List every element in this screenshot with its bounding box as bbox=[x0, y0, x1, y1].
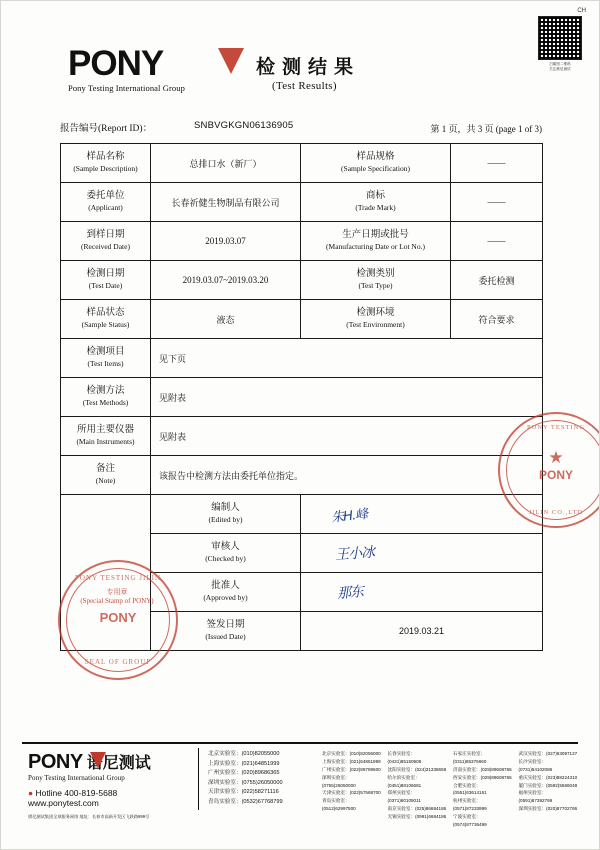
row-label-test-items: 检测项目 (Test Items) bbox=[61, 339, 151, 378]
stamp-area-cell bbox=[61, 495, 151, 651]
row-value-test-environment: 符合要求 bbox=[451, 300, 543, 339]
row-label-sample-specification: 样品规格 (Sample Specification) bbox=[301, 144, 451, 183]
footer-lab-list-main: 北京实验室：(010)82055000 上海实验室：(021)64851999 广州实验室：(020)89686365 深圳实验室：(0755)26050000 天津实验室：(022)58271116 青岛实验室：(0532)67768799 bbox=[208, 751, 283, 805]
table-row bbox=[61, 144, 543, 183]
page-title: 检测结果 bbox=[256, 56, 361, 78]
row-label-edited-by: 编制人 (Edited by) bbox=[151, 495, 301, 534]
row-value-test-items: 见下页 bbox=[151, 339, 543, 378]
footer-logo-triangle-icon bbox=[90, 752, 106, 768]
footer-lab-column: 武汉实验室：(027)63097127 长沙实验室：(0731)84102086 重庆实验室：(023)88224310 厦门实验室：(0592)5566048 福州实验室：(0591)87392769 深圳实验室：(020)87702766 bbox=[518, 751, 578, 812]
page-number: 第 1 页，共 3 页 (page 1 of 3) bbox=[430, 124, 542, 134]
footer-website[interactable]: www.ponytest.com bbox=[28, 798, 99, 808]
row-label-received-date: 到样日期 (Received Date) bbox=[61, 222, 151, 261]
report-id-row bbox=[60, 120, 542, 138]
pony-logo-text: PONY bbox=[68, 44, 164, 83]
phone-icon: ● bbox=[28, 788, 34, 798]
results-table bbox=[60, 143, 543, 651]
footer-hotline: ● Hotline 400-819-5688 www.ponytest.com bbox=[28, 788, 118, 808]
row-label-sample-description: 样品名称 (Sample Description) bbox=[61, 144, 151, 183]
footer-logo-cn: 谱尼测试 bbox=[86, 753, 151, 772]
table-row bbox=[61, 339, 543, 378]
qr-code-icon bbox=[538, 16, 582, 60]
table-row bbox=[61, 300, 543, 339]
stamp-top-text: PONY TESTING JILIN bbox=[74, 574, 162, 582]
table-row bbox=[61, 183, 543, 222]
row-value-test-type: 委托检测 bbox=[451, 261, 543, 300]
table-row bbox=[61, 261, 543, 300]
report-id-label: 报告编号(Report ID)： bbox=[60, 124, 153, 134]
footer-address-note: 谱尼测试集团全球服务网络 地址：长春市高新开发区飞跃路999号 bbox=[28, 814, 150, 819]
row-label-approved-by: 批准人 (Approved by) bbox=[151, 573, 301, 612]
row-value-note: 该报告中检测方法由委托单位指定。 bbox=[151, 456, 543, 495]
table-row bbox=[61, 378, 543, 417]
row-value-sample-description: 总排口水（新厂） bbox=[151, 144, 301, 183]
row-value-main-instruments: 见附表 bbox=[151, 417, 543, 456]
footer-lab-column: 长春实验室：(0431)85150908 沈阳实验室：(024)31338658 哈尔滨实验室：(0451)88106681 郑州实验室：(0371)60105011 南京实验室：(025)86684186 无锡实验室：(0991)6684186 bbox=[387, 751, 447, 820]
stamp-top-text: PONY TESTING bbox=[526, 424, 586, 431]
report-header bbox=[60, 44, 540, 108]
table-row bbox=[61, 222, 543, 261]
signature-edited-by: 朱H.峰 bbox=[301, 495, 543, 534]
row-label-test-methods: 检测方法 (Test Methods) bbox=[61, 378, 151, 417]
footer-logo-subtitle: Pony Testing International Group bbox=[28, 774, 125, 782]
pony-logo bbox=[68, 46, 248, 93]
row-value-trade-mark: —— bbox=[451, 183, 543, 222]
row-label-test-date: 检测日期 (Test Date) bbox=[61, 261, 151, 300]
signature-checked-by: 王小冰 bbox=[301, 534, 543, 573]
row-label-note: 备注 (Note) bbox=[61, 456, 151, 495]
footer-lab-columns bbox=[322, 750, 578, 829]
row-label-checked-by: 审核人 (Checked by) bbox=[151, 534, 301, 573]
signature-approved-by: 那东 bbox=[301, 573, 543, 612]
row-label-sample-status: 样品状态 (Sample Status) bbox=[61, 300, 151, 339]
row-label-manufacturing-date: 生产日期或批号 (Manufacturing Date or Lot No.) bbox=[301, 222, 451, 261]
row-label-main-instruments: 所用主要仪器 (Main Instruments) bbox=[61, 417, 151, 456]
stamp-bottom-text: JILIN CO.,LTD bbox=[528, 509, 584, 516]
qr-code-block bbox=[534, 16, 586, 71]
row-value-test-methods: 见附表 bbox=[151, 378, 543, 417]
row-value-received-date: 2019.03.07 bbox=[151, 222, 301, 261]
qr-caption: 扫描图二维码 关注港尼测试 bbox=[549, 62, 571, 71]
cn-mark: CH bbox=[577, 8, 586, 14]
footer-logo bbox=[28, 750, 190, 808]
footer-lab-column: 北京实验室：(010)82055000 上海实验室：(021)64851999 广州实验室：(022)89789600 深圳实验室：(0755)26050000 天津实验室：(022)57568700 青岛实验室：(0512)62997500 bbox=[322, 751, 381, 812]
pony-logo-triangle-icon bbox=[218, 48, 244, 74]
footer-lab-column: 石家庄实验室：(0311)85376660 济南实验室：(029)89608765 西安实验室：(029)89608765 合肥实验室：(0551)63614161 杭州实验室：(0571)87233999 宁波实验室：(0574)87736499 bbox=[453, 751, 512, 828]
stamp-bottom-text: SEAL OF GROUP bbox=[84, 658, 152, 666]
table-row bbox=[61, 495, 543, 534]
pony-logo-subtitle: Pony Testing International Group bbox=[68, 83, 185, 93]
footer-vertical-divider bbox=[198, 748, 199, 810]
row-label-applicant: 委托单位 (Applicant) bbox=[61, 183, 151, 222]
row-value-test-date: 2019.03.07~2019.03.20 bbox=[151, 261, 301, 300]
row-value-issued-date: 2019.03.21 bbox=[301, 612, 543, 651]
table-row bbox=[61, 417, 543, 456]
table-row bbox=[61, 456, 543, 495]
row-label-trade-mark: 商标 (Trade Mark) bbox=[301, 183, 451, 222]
stamp-mid-text: PONY bbox=[538, 468, 573, 482]
stamp-mid-text: PONY bbox=[99, 610, 137, 625]
stamp-caption: 专用章 (Special Stamp of PONY) bbox=[80, 588, 154, 606]
row-label-issued-date: 签发日期 (Issued Date) bbox=[151, 612, 301, 651]
footer-divider bbox=[22, 742, 578, 744]
row-value-applicant: 长春祈健生物制品有限公司 bbox=[151, 183, 301, 222]
row-label-test-environment: 检测环境 (Test Environment) bbox=[301, 300, 451, 339]
footer-logo-en: PONY bbox=[28, 751, 83, 773]
star-icon: ★ bbox=[548, 448, 564, 467]
page-title-en: (Test Results) bbox=[272, 80, 337, 92]
row-value-sample-specification: —— bbox=[451, 144, 543, 183]
row-value-manufacturing-date: —— bbox=[451, 222, 543, 261]
row-value-sample-status: 液态 bbox=[151, 300, 301, 339]
page-footer bbox=[22, 748, 578, 828]
row-label-test-type: 检测类别 (Test Type) bbox=[301, 261, 451, 300]
report-id-value: SNBVGKGN06136905 bbox=[194, 120, 294, 131]
